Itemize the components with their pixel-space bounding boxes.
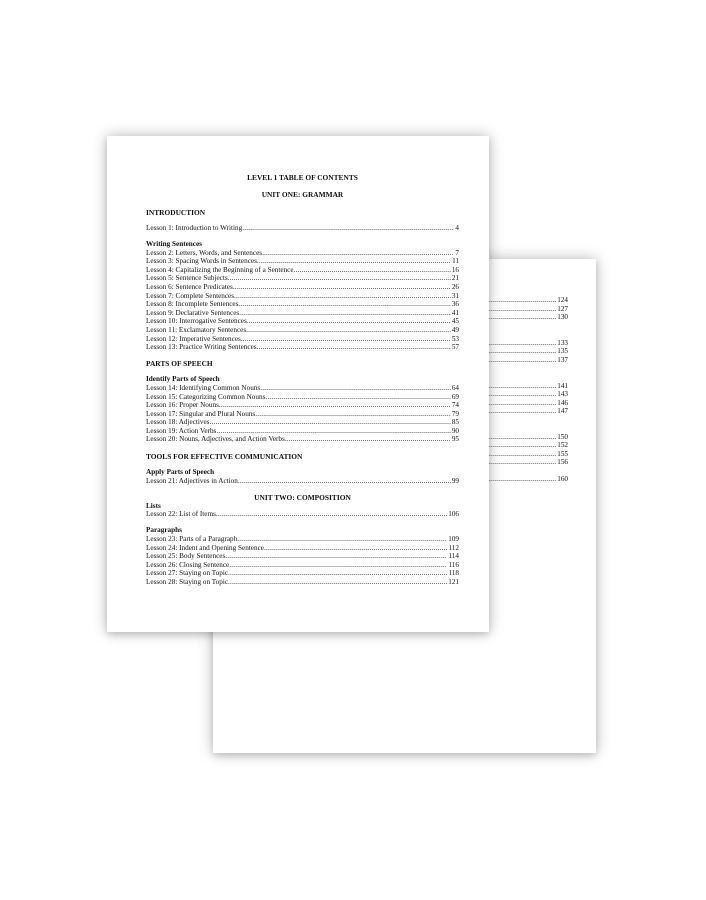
toc-entry bbox=[146, 561, 459, 570]
back-page-entry bbox=[489, 313, 568, 322]
leader-dots bbox=[209, 418, 450, 427]
leader-dots bbox=[255, 410, 451, 419]
toc-entry bbox=[146, 326, 459, 335]
page-number: 69 bbox=[451, 392, 459, 401]
entry-title: Lesson 14: Identifying Common Nouns bbox=[146, 383, 261, 392]
toc-entry bbox=[146, 335, 459, 344]
entry-title: Lesson 10: Interrogative Sentences bbox=[146, 317, 247, 326]
leader-dots bbox=[489, 475, 556, 484]
lists-heading: Lists bbox=[146, 501, 161, 510]
page-number: 45 bbox=[451, 317, 459, 326]
toc-entry bbox=[146, 317, 459, 326]
entry-title: Lesson 22: List of Items bbox=[146, 510, 216, 519]
identify-parts-of-speech-heading: Identify Parts of Speech bbox=[146, 375, 220, 384]
leader-dots bbox=[233, 283, 451, 292]
toc-entry bbox=[146, 544, 459, 553]
page-number: 4 bbox=[455, 224, 459, 232]
parts-of-speech-heading: PARTS OF SPEECH bbox=[146, 359, 213, 369]
leader-dots bbox=[262, 249, 454, 258]
leader-dots bbox=[489, 356, 556, 365]
entry-title: Lesson 5: Sentence Subjects bbox=[146, 274, 228, 283]
toc-entry bbox=[146, 410, 459, 419]
leader-dots bbox=[238, 477, 451, 486]
entry-title: Lesson 19: Action Verbs bbox=[146, 426, 217, 435]
toc-entry bbox=[146, 224, 459, 233]
entry-title: Lesson 6: Sentence Predicates bbox=[146, 283, 233, 292]
entry-title: Lesson 24: Indent and Opening Sentence bbox=[146, 543, 264, 552]
toc-entry bbox=[146, 393, 459, 402]
back-page-entry bbox=[489, 407, 568, 416]
leader-dots bbox=[260, 384, 451, 393]
leader-dots bbox=[264, 544, 448, 553]
page-number: 74 bbox=[451, 401, 459, 410]
leader-dots bbox=[219, 401, 451, 410]
leader-dots bbox=[242, 224, 454, 233]
toc-entry bbox=[146, 343, 459, 352]
leader-dots bbox=[216, 510, 447, 519]
leader-dots bbox=[229, 561, 447, 570]
entry-title: Lesson 12: Imperative Sentences bbox=[146, 334, 241, 343]
leader-dots bbox=[239, 309, 451, 318]
page-number: 112 bbox=[448, 543, 459, 552]
toc-entry bbox=[146, 535, 459, 544]
writing-sentences-heading: Writing Sentences bbox=[146, 240, 202, 249]
toc-entry bbox=[146, 552, 459, 561]
entry-title: Lesson 16: Proper Nouns bbox=[146, 401, 219, 410]
toc-entry bbox=[146, 384, 459, 393]
leader-dots bbox=[247, 317, 451, 326]
toc-entry bbox=[146, 249, 459, 258]
toc-entry bbox=[146, 578, 459, 587]
page-number: 90 bbox=[451, 426, 459, 435]
page-number: 152 bbox=[557, 441, 568, 449]
entry-title: Lesson 11: Exclamatory Sentences bbox=[146, 326, 247, 335]
page-number: 135 bbox=[557, 347, 568, 355]
introduction-heading: INTRODUCTION bbox=[146, 208, 206, 217]
entry-title: Lesson 3: Spacing Words in Sentences bbox=[146, 257, 257, 266]
page-number: 127 bbox=[557, 304, 568, 313]
entry-title: Lesson 15: Categorizing Common Nouns bbox=[146, 392, 266, 401]
entry-title: Lesson 20: Nouns, Adjectives, and Action Verbs bbox=[146, 435, 285, 444]
toc-entry bbox=[146, 274, 459, 283]
leader-dots bbox=[489, 313, 556, 322]
toc-entry bbox=[146, 510, 459, 519]
page-number: 147 bbox=[557, 407, 568, 415]
page-number: 160 bbox=[557, 475, 568, 483]
page-number: 95 bbox=[451, 435, 459, 444]
page-number: 143 bbox=[557, 390, 568, 398]
leader-dots bbox=[238, 300, 450, 309]
entry-title: Lesson 28: Staying on Topic bbox=[146, 578, 229, 586]
leader-dots bbox=[237, 535, 447, 544]
page-number: 130 bbox=[557, 313, 568, 321]
page-number: 99 bbox=[451, 476, 459, 485]
unit-two-heading: UNIT TWO: COMPOSITION bbox=[254, 492, 351, 502]
page-number: 150 bbox=[557, 432, 568, 441]
page-number: 64 bbox=[451, 383, 459, 392]
page-number: 21 bbox=[451, 274, 459, 283]
page-number: 57 bbox=[451, 343, 459, 352]
entry-title: Lesson 2: Letters, Words, and Sentences bbox=[146, 248, 263, 257]
toc-entry bbox=[146, 427, 459, 436]
toc-entry bbox=[146, 477, 459, 486]
page-number: 156 bbox=[557, 458, 568, 466]
leader-dots bbox=[265, 393, 450, 402]
page-number: 106 bbox=[448, 510, 459, 519]
entry-title: Lesson 21: Adjectives in Action bbox=[146, 476, 238, 485]
back-page-entry bbox=[489, 475, 568, 484]
entry-title: Lesson 18: Adjectives bbox=[146, 418, 210, 427]
toc-entry bbox=[146, 266, 459, 275]
entry-title: Lesson 23: Parts of a Paragraph bbox=[146, 535, 238, 544]
leader-dots bbox=[294, 266, 451, 275]
table-of-contents bbox=[146, 173, 459, 587]
tools-heading: TOOLS FOR EFFECTIVE COMMUNICATION bbox=[146, 451, 303, 461]
page-number: 118 bbox=[448, 569, 459, 578]
leader-dots bbox=[228, 569, 447, 578]
leader-dots bbox=[228, 578, 447, 587]
page-number: 79 bbox=[451, 409, 459, 418]
toc-entry bbox=[146, 309, 459, 318]
front-page bbox=[107, 136, 489, 632]
leader-dots bbox=[234, 292, 451, 301]
entry-title: Lesson 27: Staying on Topic bbox=[146, 569, 229, 578]
page-number: 121 bbox=[448, 578, 459, 586]
entry-title: Lesson 13: Practice Writing Sentences bbox=[146, 343, 257, 352]
page-number: 114 bbox=[448, 552, 459, 561]
back-page-entry bbox=[489, 458, 568, 467]
entry-title: Lesson 25: Body Sentences bbox=[146, 552, 226, 561]
page-number: 41 bbox=[451, 308, 459, 317]
page-number: 16 bbox=[451, 265, 459, 274]
page-number: 137 bbox=[557, 355, 568, 364]
page-number: 124 bbox=[557, 296, 568, 304]
leader-dots bbox=[225, 552, 447, 561]
page-number: 116 bbox=[448, 560, 459, 569]
page-number: 7 bbox=[455, 248, 459, 257]
page-number: 26 bbox=[451, 283, 459, 292]
leader-dots bbox=[216, 427, 450, 436]
apply-parts-of-speech-heading: Apply Parts of Speech bbox=[146, 468, 215, 477]
page-number: 31 bbox=[451, 291, 459, 300]
page-number: 155 bbox=[557, 449, 568, 458]
leader-dots bbox=[228, 274, 451, 283]
toc-entry bbox=[146, 300, 459, 309]
toc-entry bbox=[146, 569, 459, 578]
page-number: 109 bbox=[448, 535, 459, 544]
entry-title: Lesson 4: Capitalizing the Beginning of a Sentence bbox=[146, 265, 294, 274]
toc-entry bbox=[146, 283, 459, 292]
unit-one-heading: UNIT ONE: GRAMMAR bbox=[261, 190, 344, 199]
document-title: LEVEL 1 TABLE OF CONTENTS bbox=[247, 173, 358, 182]
page-number: 11 bbox=[452, 257, 459, 266]
entry-title: Lesson 1: Introduction to Writing bbox=[146, 224, 243, 232]
page-number: 133 bbox=[557, 338, 568, 347]
back-page-entry bbox=[489, 356, 568, 365]
toc-entry bbox=[146, 401, 459, 410]
leader-dots bbox=[257, 343, 451, 352]
entry-title: Lesson 26: Closing Sentence bbox=[146, 560, 230, 569]
entry-title: Lesson 8: Incomplete Sentences bbox=[146, 300, 239, 309]
page-number: 53 bbox=[451, 334, 459, 343]
leader-dots bbox=[489, 458, 556, 467]
entry-title: Lesson 7: Complete Sentences bbox=[146, 291, 235, 300]
toc-entry bbox=[146, 257, 459, 266]
toc-entry bbox=[146, 435, 459, 444]
page-number: 141 bbox=[557, 381, 568, 390]
page-number: 49 bbox=[451, 326, 459, 335]
leader-dots bbox=[246, 326, 451, 335]
page-number: 146 bbox=[557, 398, 568, 407]
leader-dots bbox=[257, 257, 451, 266]
leader-dots bbox=[489, 407, 556, 416]
page-number: 36 bbox=[451, 300, 459, 309]
page-number: 85 bbox=[451, 418, 459, 427]
leader-dots bbox=[241, 335, 451, 344]
toc-entry bbox=[146, 292, 459, 301]
leader-dots bbox=[285, 435, 451, 444]
entry-title: Lesson 9: Declarative Sentences bbox=[146, 308, 240, 317]
paragraphs-heading: Paragraphs bbox=[146, 526, 182, 535]
toc-entry bbox=[146, 418, 459, 427]
entry-title: Lesson 17: Singular and Plural Nouns bbox=[146, 409, 256, 418]
